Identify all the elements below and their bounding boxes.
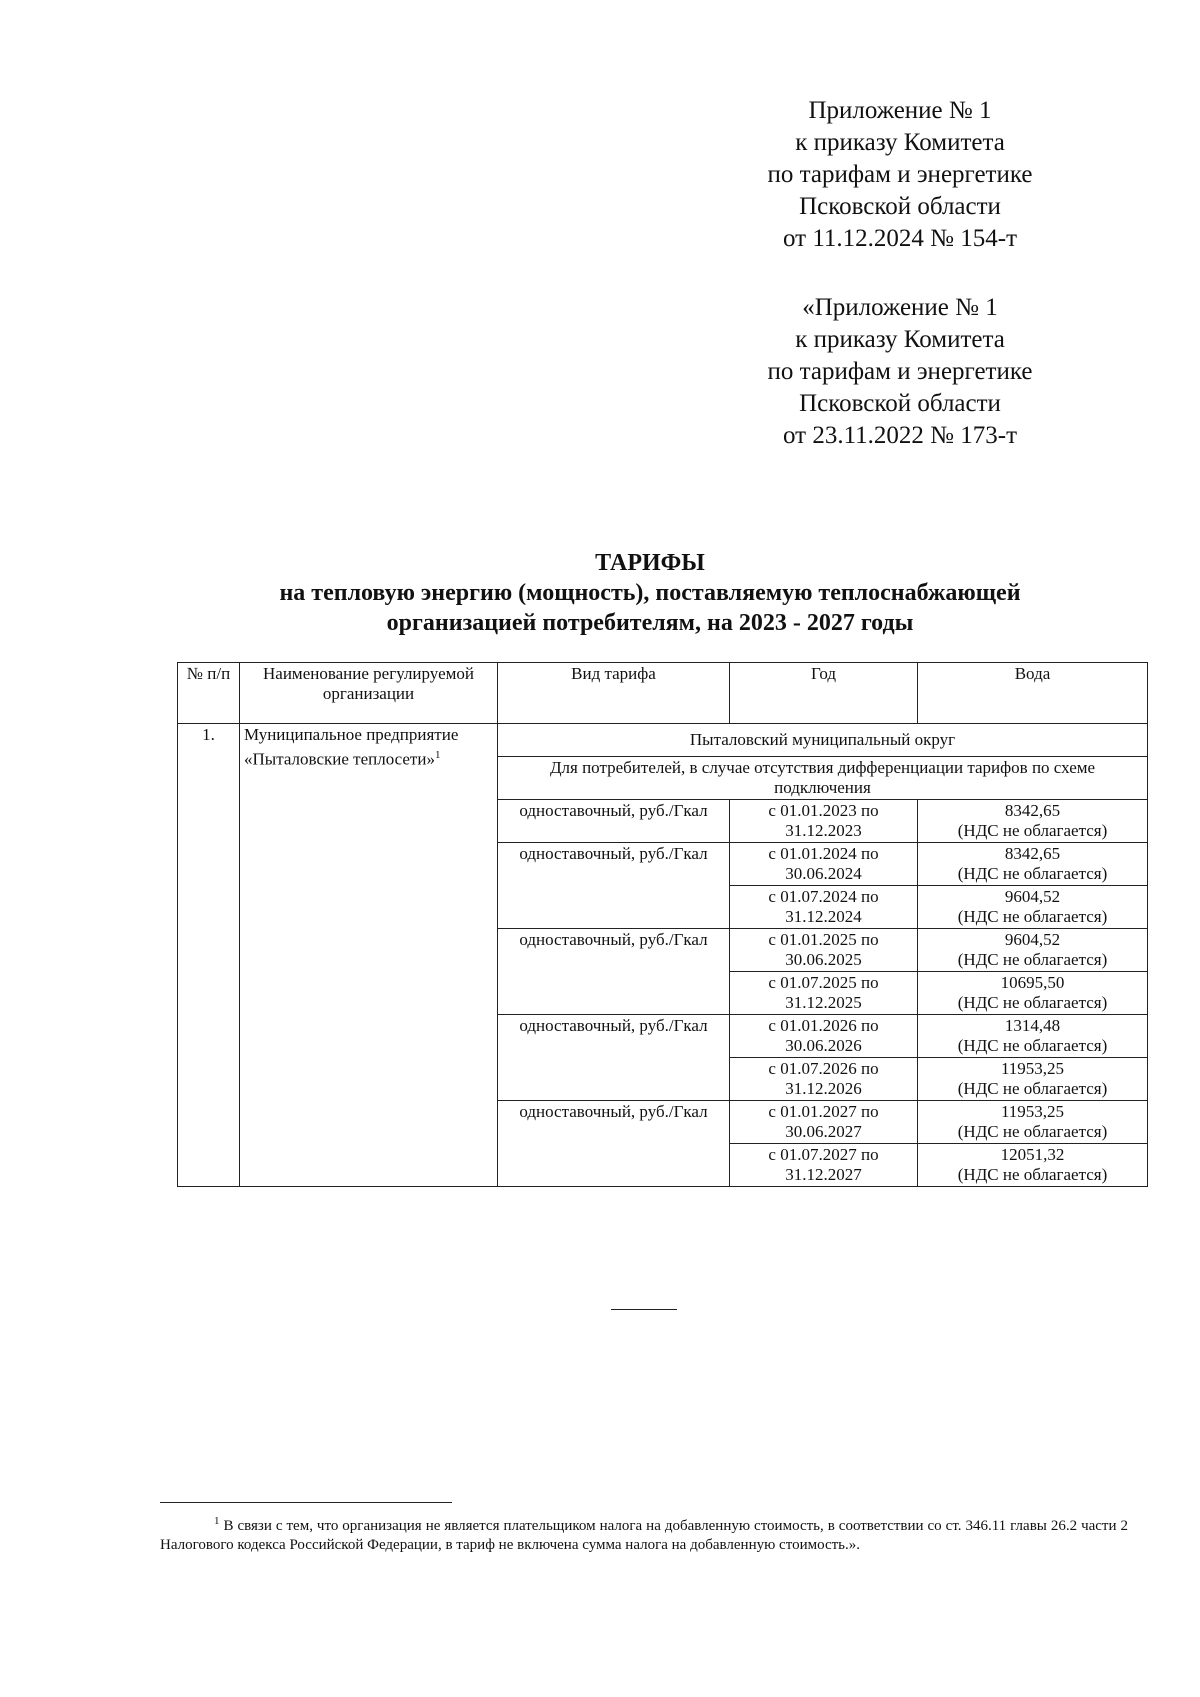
row-number: 1. bbox=[178, 724, 240, 1187]
value-cell bbox=[918, 1058, 1148, 1101]
consumer-group-cell: Для потребителей, в случае отсутствия дифференциации тарифов по схеме подключения bbox=[498, 757, 1148, 800]
tariff-type-cell: одноставочный, руб./Гкал bbox=[498, 843, 730, 929]
appendix-line: «Приложение № 1 bbox=[802, 294, 998, 321]
tariff-value: 12051,32 bbox=[1000, 1145, 1065, 1164]
vat-note: (НДС не облагается) bbox=[957, 1122, 1108, 1141]
appendix-line: от 11.12.2024 № 154-т bbox=[782, 225, 1018, 252]
vat-note: (НДС не облагается) bbox=[957, 864, 1108, 883]
appendix-line: Приложение № 1 bbox=[808, 97, 992, 124]
period-cell: с 01.01.2024 по 30.06.2024 bbox=[730, 843, 918, 886]
header-tariff-type: Вид тарифа bbox=[498, 663, 730, 724]
value-cell bbox=[918, 843, 1148, 886]
period-cell: с 01.01.2027 по 30.06.2027 bbox=[730, 1101, 918, 1144]
title-line-3: организацией потребителям, на 2023 - 2027 годы bbox=[386, 610, 914, 636]
tariffs-table bbox=[177, 662, 1148, 1187]
tariff-value: 8342,65 bbox=[1004, 844, 1061, 863]
vat-note: (НДС не облагается) bbox=[957, 907, 1108, 926]
header-num: № п/п bbox=[178, 663, 240, 724]
period-cell: с 01.07.2026 по 31.12.2026 bbox=[730, 1058, 918, 1101]
tariff-value: 9604,52 bbox=[1004, 930, 1061, 949]
vat-note: (НДС не облагается) bbox=[957, 1165, 1108, 1184]
value-cell bbox=[918, 929, 1148, 972]
tariff-value: 10695,50 bbox=[1000, 973, 1065, 992]
value-cell bbox=[918, 972, 1148, 1015]
document-title bbox=[180, 548, 1120, 638]
appendix-original-header bbox=[680, 292, 1120, 452]
appendix-line: к приказу Комитета bbox=[795, 129, 1005, 156]
vat-note: (НДС не облагается) bbox=[957, 993, 1108, 1012]
header-water: Вода bbox=[918, 663, 1148, 724]
header-year: Год bbox=[730, 663, 918, 724]
vat-note: (НДС не облагается) bbox=[957, 821, 1108, 840]
appendix-line: к приказу Комитета bbox=[795, 326, 1005, 353]
tariff-type-cell: одноставочный, руб./Гкал bbox=[498, 929, 730, 1015]
tariff-value: 8342,65 bbox=[1004, 801, 1061, 820]
appendix-current-header bbox=[680, 95, 1120, 255]
tariff-type-cell: одноставочный, руб./Гкал bbox=[498, 1101, 730, 1187]
tariff-type-cell: одноставочный, руб./Гкал bbox=[498, 1015, 730, 1101]
period-cell: с 01.07.2025 по 31.12.2025 bbox=[730, 972, 918, 1015]
period-cell: с 01.01.2023 по 31.12.2023 bbox=[730, 800, 918, 843]
value-cell bbox=[918, 886, 1148, 929]
end-of-table-separator bbox=[611, 1309, 677, 1310]
table-header-row bbox=[178, 663, 1148, 724]
footnote-text: В связи с тем, что организация не является плательщиком налога на добавленную стоимость, в соответствии со ст. 346.11 главы 26.2 части 2 Налогового кодекса Российской Федерации, в тариф не включена сумма налога на добавленную стоимость.». bbox=[160, 1518, 1128, 1553]
tariff-value: 11953,25 bbox=[1000, 1059, 1065, 1078]
org-footnote-mark: 1 bbox=[434, 749, 441, 761]
table-row bbox=[178, 724, 1148, 757]
appendix-line: по тарифам и энергетике bbox=[767, 161, 1033, 188]
period-cell: с 01.07.2027 по 31.12.2027 bbox=[730, 1144, 918, 1187]
vat-note: (НДС не облагается) bbox=[957, 950, 1108, 969]
org-name: Муниципальное предприятие «Пыталовские теплосети» bbox=[244, 725, 459, 769]
appendix-line: Псковской области bbox=[799, 193, 1001, 220]
footnote-separator bbox=[160, 1502, 452, 1503]
title-line-2: на тепловую энергию (мощность), поставляемую теплоснабжающей bbox=[279, 580, 1021, 606]
appendix-line: от 23.11.2022 № 173-т bbox=[782, 422, 1018, 449]
appendix-line: по тарифам и энергетике bbox=[767, 358, 1033, 385]
district-cell: Пыталовский муниципальный округ bbox=[498, 724, 1148, 757]
appendix-line: Псковской области bbox=[799, 390, 1001, 417]
title-line-1: ТАРИФЫ bbox=[595, 550, 705, 576]
value-cell bbox=[918, 800, 1148, 843]
value-cell bbox=[918, 1101, 1148, 1144]
tariff-value: 1314,48 bbox=[1004, 1016, 1061, 1035]
footnote-mark: 1 bbox=[214, 1515, 220, 1527]
period-cell: с 01.07.2024 по 31.12.2024 bbox=[730, 886, 918, 929]
period-cell: с 01.01.2025 по 30.06.2025 bbox=[730, 929, 918, 972]
tariff-type-cell: одноставочный, руб./Гкал bbox=[498, 800, 730, 843]
period-cell: с 01.01.2026 по 30.06.2026 bbox=[730, 1015, 918, 1058]
vat-note: (НДС не облагается) bbox=[957, 1036, 1108, 1055]
footnote bbox=[160, 1512, 1128, 1555]
value-cell bbox=[918, 1144, 1148, 1187]
tariff-value: 11953,25 bbox=[1000, 1102, 1065, 1121]
value-cell bbox=[918, 1015, 1148, 1058]
org-name-cell bbox=[240, 724, 498, 1187]
vat-note: (НДС не облагается) bbox=[957, 1079, 1108, 1098]
header-org: Наименование регулируемой организации bbox=[240, 663, 498, 724]
tariff-value: 9604,52 bbox=[1004, 887, 1061, 906]
